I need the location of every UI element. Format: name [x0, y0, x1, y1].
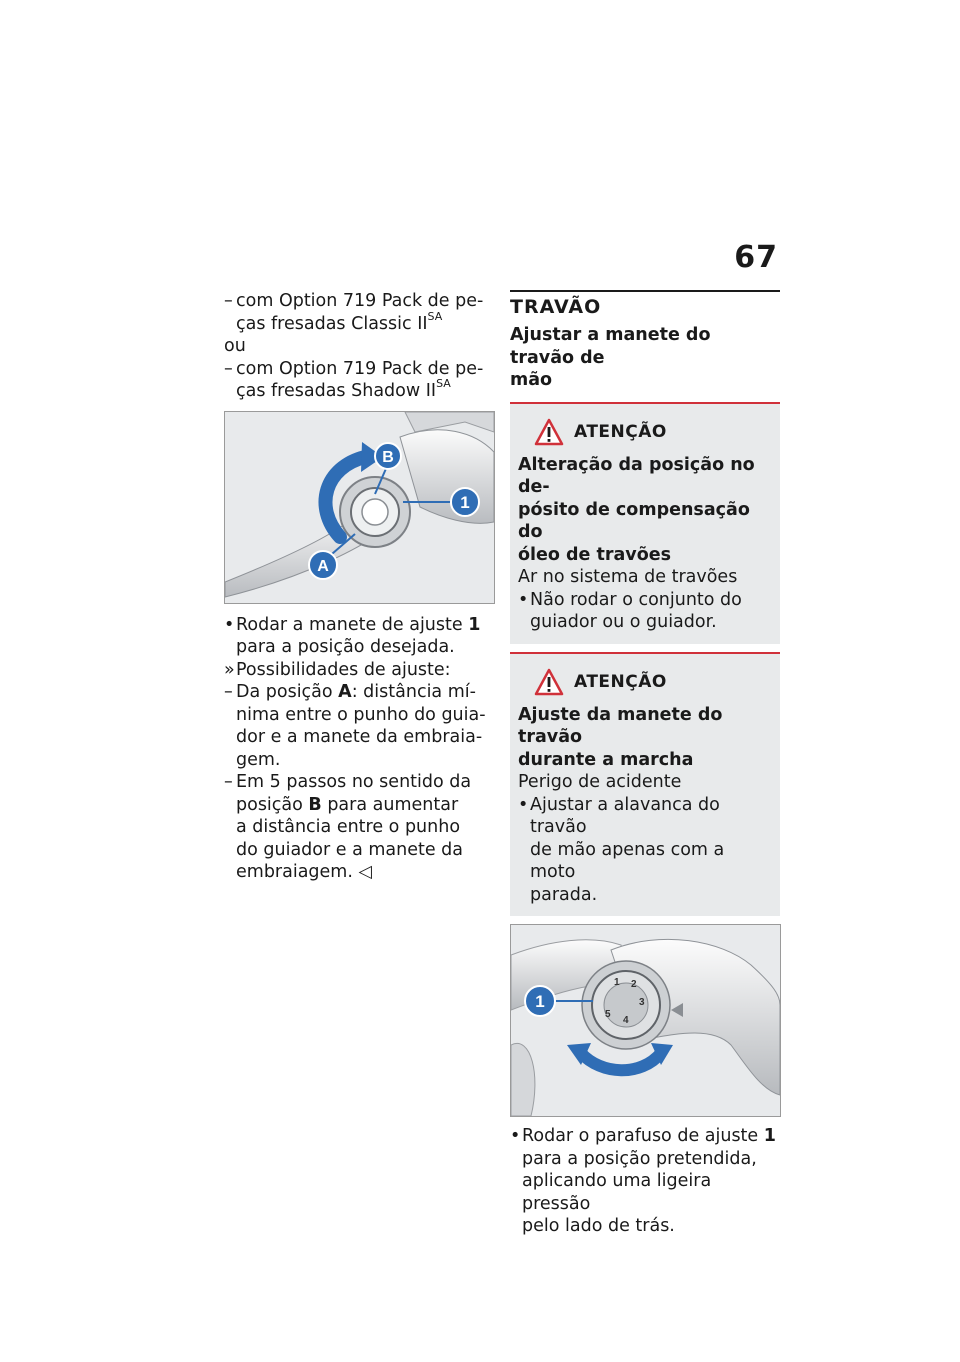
end-mark-icon: ◁ [352, 862, 372, 882]
warning-box-reservoir [510, 402, 780, 644]
warning-heading: Alteração da posição no de- pósito de compensação do óleo de travões [518, 454, 755, 565]
dial-mark: 4 [623, 1015, 629, 1026]
option-position-a: – Da posição A: distância mí- nima entre o punho do guia- dor e a manete da embraia- gem. [224, 682, 486, 770]
warning-triangle-icon [534, 668, 564, 696]
or-text: ou [224, 336, 246, 356]
bullet-marker: • [518, 794, 529, 815]
warning-title: ATENÇÃO [574, 671, 667, 692]
dash-marker: – [224, 291, 233, 311]
label-1: 1 [535, 992, 545, 1011]
step-rotate-lever: • Rodar a manete de ajuste 1 para a posição desejada. [224, 614, 481, 657]
clutch-lever-illustration [225, 412, 494, 603]
dash-marker: – [224, 772, 233, 792]
dial-mark: 2 [631, 979, 637, 990]
bullet-marker: • [510, 1126, 521, 1146]
dial-mark: 1 [614, 977, 620, 988]
label-1: 1 [460, 492, 470, 512]
warning-text: Ar no sistema de travões [518, 567, 738, 587]
warning-text: Perigo de acidente [518, 772, 682, 792]
bullet-marker: • [518, 589, 529, 610]
warning-title: ATENÇÃO [574, 421, 667, 442]
warning-header [518, 668, 772, 696]
warning-header [518, 418, 772, 446]
step-rotate-screw: • Rodar o parafuso de ajuste 1 para a posição pretendida, aplicando uma ligeira pressão pelo lado de trás. [510, 1126, 776, 1236]
bullet-marker: • [224, 614, 235, 635]
label-b: B [382, 448, 394, 466]
warning-bullet: • Não rodar o conjunto do guiador ou o guiador. [518, 589, 742, 632]
warning-box-riding [510, 652, 780, 917]
sa-marker: SA [436, 377, 451, 391]
dash-marker: – [224, 358, 233, 379]
dial-mark: 3 [639, 997, 645, 1008]
sa-marker: SA [427, 309, 443, 323]
warning-bullet: • Ajustar a alavanca do travão de mão apenas com a moto parada. [518, 794, 725, 905]
brake-lever-figure [510, 924, 781, 1117]
clutch-lever-figure [224, 411, 495, 604]
brake-lever-illustration [511, 925, 780, 1116]
option-position-b: – Em 5 passos no sentido da posição B para aumentar a distância entre o punho do guiador e a manete da embraiagem. ◁ [224, 772, 472, 882]
dial-mark: 5 [605, 1009, 611, 1020]
left-column [224, 290, 494, 884]
subsection-title: Ajustar a manete do travão de mão [510, 325, 711, 390]
section-title: TRAVÃO [510, 290, 780, 318]
dash-marker: – [224, 682, 233, 702]
option-classic: – com Option 719 Pack de pe- ças fresadas Classic $II^{SA}$ [224, 291, 484, 334]
result-options: » Possibilidades de ajuste: [224, 659, 451, 680]
page-number: 67 [734, 240, 778, 275]
warning-triangle-icon [534, 418, 564, 446]
label-a: A [317, 557, 329, 575]
result-marker: » [224, 659, 235, 680]
right-column [510, 290, 780, 1238]
option-shadow: – com Option 719 Pack de pe- ças fresadas Shadow $II^{SA}$ [224, 358, 484, 401]
warning-heading: Ajuste da manete do travão durante a marcha [518, 704, 723, 770]
